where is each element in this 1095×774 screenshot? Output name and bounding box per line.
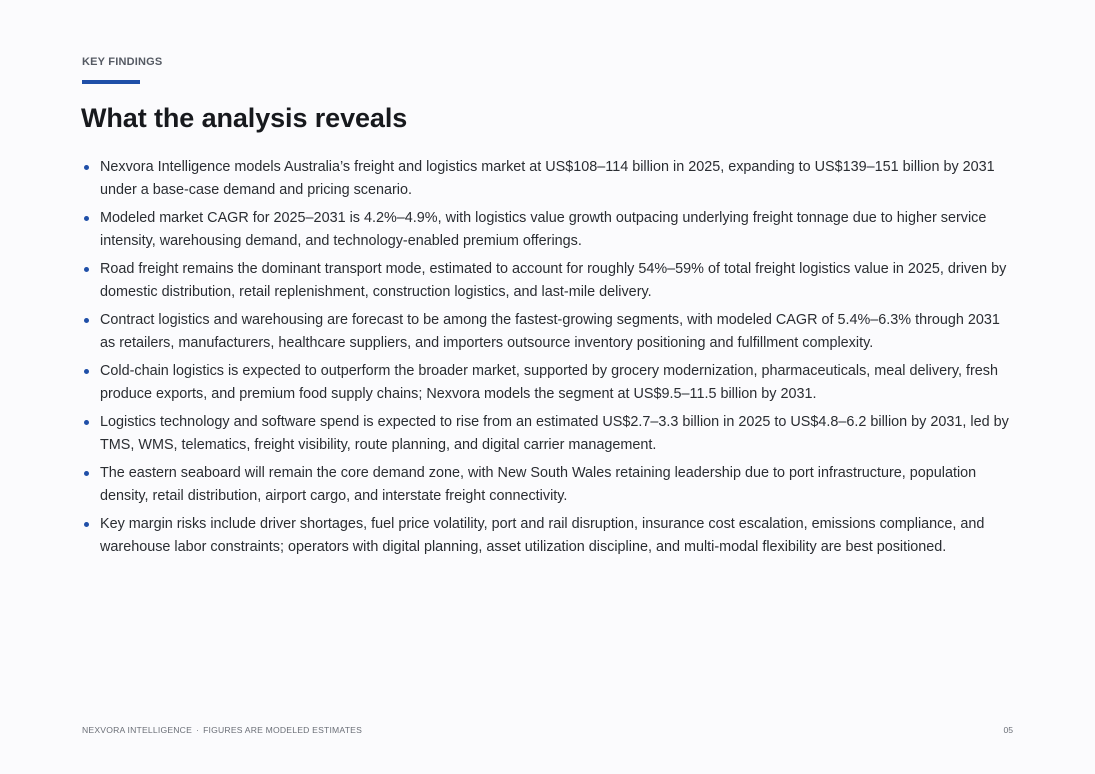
finding-text: The eastern seaboard will remain the core demand zone, with New South Wales retaining leadership due to port infrastructure, population density, retail distribution, airport cargo, and interstate freight connectivity.	[100, 465, 977, 504]
page-number: 05	[1003, 725, 1013, 735]
finding-item	[82, 360, 1017, 405]
findings-list	[82, 156, 1017, 564]
bullet-icon	[84, 369, 89, 374]
footer-note: FIGURES ARE MODELED ESTIMATES	[203, 725, 363, 735]
finding-text: Road freight remains the dominant transport mode, estimated to account for roughly 54%–59% of total freight logistics value in 2025, driven by domestic distribution, retail replenishment, construction logistics, and last-mile delivery.	[100, 261, 1007, 300]
accent-bar	[82, 80, 140, 84]
finding-text: Modeled market CAGR for 2025–2031 is 4.2%–4.9%, with logistics value growth outpacing underlying freight tonnage due to higher service intensity, warehousing demand, and technology-enabled premium offerings.	[100, 210, 987, 249]
bullet-icon	[84, 420, 89, 425]
bullet-icon	[84, 318, 89, 323]
finding-item	[82, 156, 1017, 201]
bullet-icon	[84, 471, 89, 476]
finding-text: Key margin risks include driver shortages, fuel price volatility, port and rail disruption, insurance cost escalation, emissions compliance, and warehouse labor constraints; operators with digital planning, asset utilization discipline, and multi-modal flexibility are best positioned.	[100, 516, 985, 555]
finding-item	[82, 258, 1017, 303]
finding-item	[82, 309, 1017, 354]
finding-text: Contract logistics and warehousing are forecast to be among the fastest-growing segments, with modeled CAGR of 5.4%–6.3% through 2031 as retailers, manufacturers, healthcare suppliers, and importers outsource inventory positioning and fulfillment complexity.	[100, 312, 1000, 351]
footer-brand: NEXVORA INTELLIGENCE	[82, 725, 193, 735]
footer-separator: ·	[196, 725, 200, 735]
page-title: What the analysis reveals	[81, 103, 408, 133]
finding-text: Nexvora Intelligence models Australia’s freight and logistics market at US$108–114 billion in 2025, expanding to US$139–151 billion by 2031 under a base-case demand and pricing scenario.	[100, 159, 995, 198]
finding-text: Cold-chain logistics is expected to outperform the broader market, supported by grocery modernization, pharmaceuticals, meal delivery, fresh produce exports, and premium food supply chains; Nexvora models the segment at US$9.5–11.5 billion by 2031.	[100, 363, 998, 402]
bullet-icon	[84, 267, 89, 272]
bullet-icon	[84, 216, 89, 221]
footer-source	[82, 725, 362, 735]
finding-text: Logistics technology and software spend is expected to rise from an estimated US$2.7–3.3 billion in 2025 to US$4.8–6.2 billion by 2031, led by TMS, WMS, telematics, freight visibility, route planning, and digital carrier management.	[100, 414, 1009, 453]
finding-item	[82, 207, 1017, 252]
bullet-icon	[84, 165, 89, 170]
section-eyebrow: KEY FINDINGS	[82, 56, 163, 68]
finding-item	[82, 462, 1017, 507]
finding-item	[82, 411, 1017, 456]
bullet-icon	[84, 522, 89, 527]
finding-item	[82, 513, 1017, 558]
